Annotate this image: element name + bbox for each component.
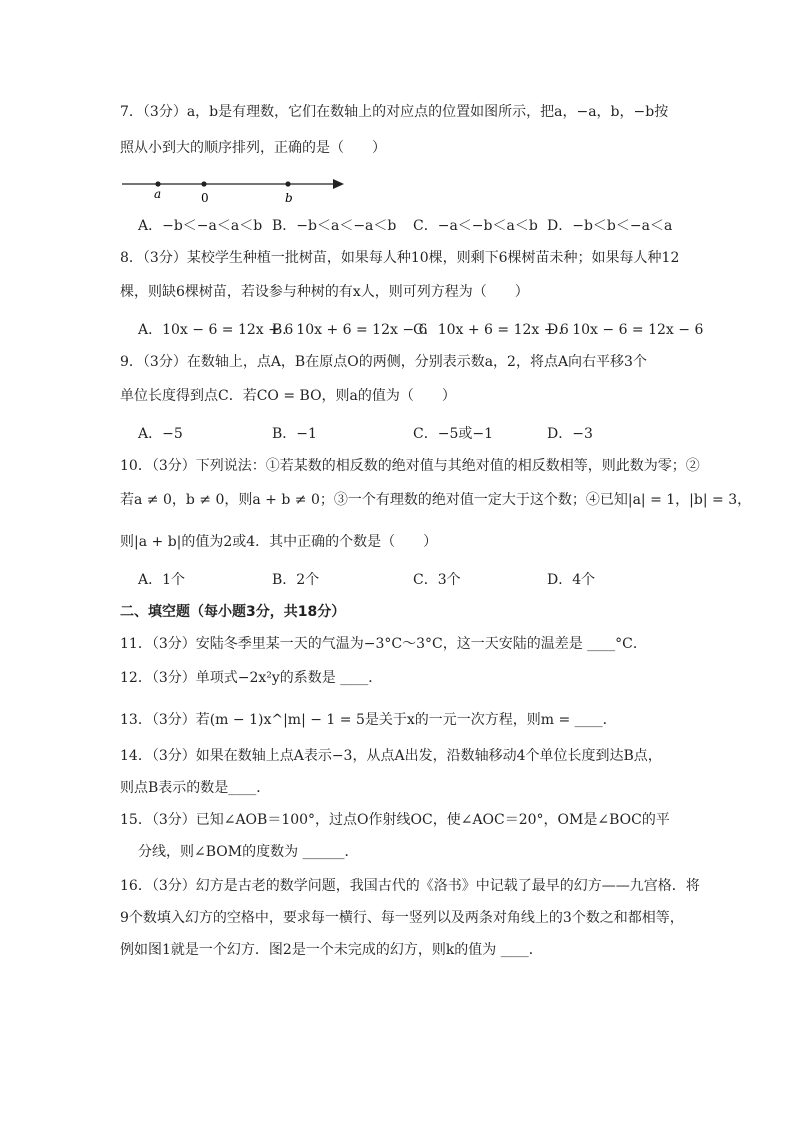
number-line-figure (120, 172, 360, 208)
q10-option-a: A．1个 (138, 572, 186, 588)
q8-option-b: B．10x + 6 = 12x − 6 (272, 322, 428, 338)
q9-option-c: C．−5或−1 (413, 426, 493, 442)
q9-option-b: B．−1 (272, 426, 317, 442)
q9-option-a: A．−5 (138, 426, 183, 442)
axis-label-0: 0 (201, 191, 209, 205)
axis-label-b: b (285, 191, 293, 205)
q16-line2: 9个数填入幻方的空格中，要求每一横行、每一竖列以及两条对角线上的3个数之和都相等， (120, 910, 684, 926)
point-0 (201, 181, 206, 186)
q10-line3: 则|a + b|的值为2或4．其中正确的个数是（ ） (120, 534, 438, 550)
q11: 11．（3分）安陆冬季里某一天的气温为−3°C～3°C，这一天安陆的温差是 ____°C． (120, 636, 647, 652)
q7-option-a: A．−b＜−a＜a＜b (138, 218, 263, 234)
axis-label-a: a (154, 187, 162, 201)
section-heading: 二、填空题（每小题3分，共18分） (120, 604, 346, 620)
q13: 13．（3分）若(m − 1)x^|m| − 1 = 5是关于x的一元一次方程，则m = ____． (120, 712, 617, 728)
q8-line2: 棵，则缺6棵树苗，若设参与种树的有x人，则可列方程为（ ） (120, 284, 529, 300)
q16-line3: 例如图1就是一个幻方．图2是一个未完成的幻方，则k的值为 ____． (120, 942, 543, 958)
q8-option-a: A．10x − 6 = 12x + 6 (138, 322, 294, 338)
q15-line2: 分线，则∠BOM的度数为 ______． (138, 844, 359, 860)
q7-option-b: B．−b＜a＜−a＜b (272, 218, 397, 234)
point-b (285, 181, 290, 186)
q16-line1: 16．（3分）幻方是古老的数学问题，我国古代的《洛书》中记载了最早的幻方——九宫格．将 (120, 878, 700, 894)
q15-line1: 15．（3分）已知∠AOB＝100°，过点O作射线OC，使∠AOC＝20°，OM是∠BOC的平 (120, 812, 670, 828)
q10-line1: 10．（3分）下列说法：①若某数的相反数的绝对值与其绝对值的相反数相等，则此数为零；② (120, 458, 700, 474)
q8-option-c: C．10x + 6 = 12x + 6 (413, 322, 569, 338)
q7-line1: 7．（3分）a，b是有理数，它们在数轴上的对应点的位置如图所示，把a，−a，b，−b按 (120, 104, 669, 120)
q10-line2: 若a ≠ 0，b ≠ 0，则a + b ≠ 0；③一个有理数的绝对值一定大于这个数；④已知|a| = 1，|b| = 3， (120, 492, 752, 508)
q9-option-d: D．−3 (547, 426, 593, 442)
q14-line1: 14．（3分）如果在数轴上点A表示−3，从点A出发，沿数轴移动4个单位长度到达B点， (120, 748, 662, 764)
number-line-arrow (333, 179, 344, 189)
q9-line2: 单位长度得到点C．若CO = BO，则a的值为（ ） (120, 388, 456, 404)
q10-option-d: D．4个 (547, 572, 596, 588)
q7-line2: 照从小到大的顺序排列，正确的是（ ） (120, 140, 386, 156)
q10-option-b: B．2个 (272, 572, 320, 588)
q7-option-c: C．−a＜−b＜a＜b (413, 218, 538, 234)
q7-option-d: D．−b＜b＜−a＜a (547, 218, 673, 234)
q8-line1: 8．（3分）某校学生种植一批树苗，如果每人种10棵，则剩下6棵树苗未种；如果每人种12 (120, 250, 680, 266)
q8-option-d: D．10x − 6 = 12x − 6 (547, 322, 704, 338)
q10-option-c: C．3个 (413, 572, 461, 588)
q14-line2: 则点B表示的数是____． (120, 780, 271, 796)
q9-line1: 9．（3分）在数轴上，点A，B在原点O的两侧，分别表示数a，2，将点A向右平移3个 (120, 354, 647, 370)
q12: 12．（3分）单项式−2x²y的系数是 ____． (120, 670, 383, 686)
point-a (155, 181, 160, 186)
